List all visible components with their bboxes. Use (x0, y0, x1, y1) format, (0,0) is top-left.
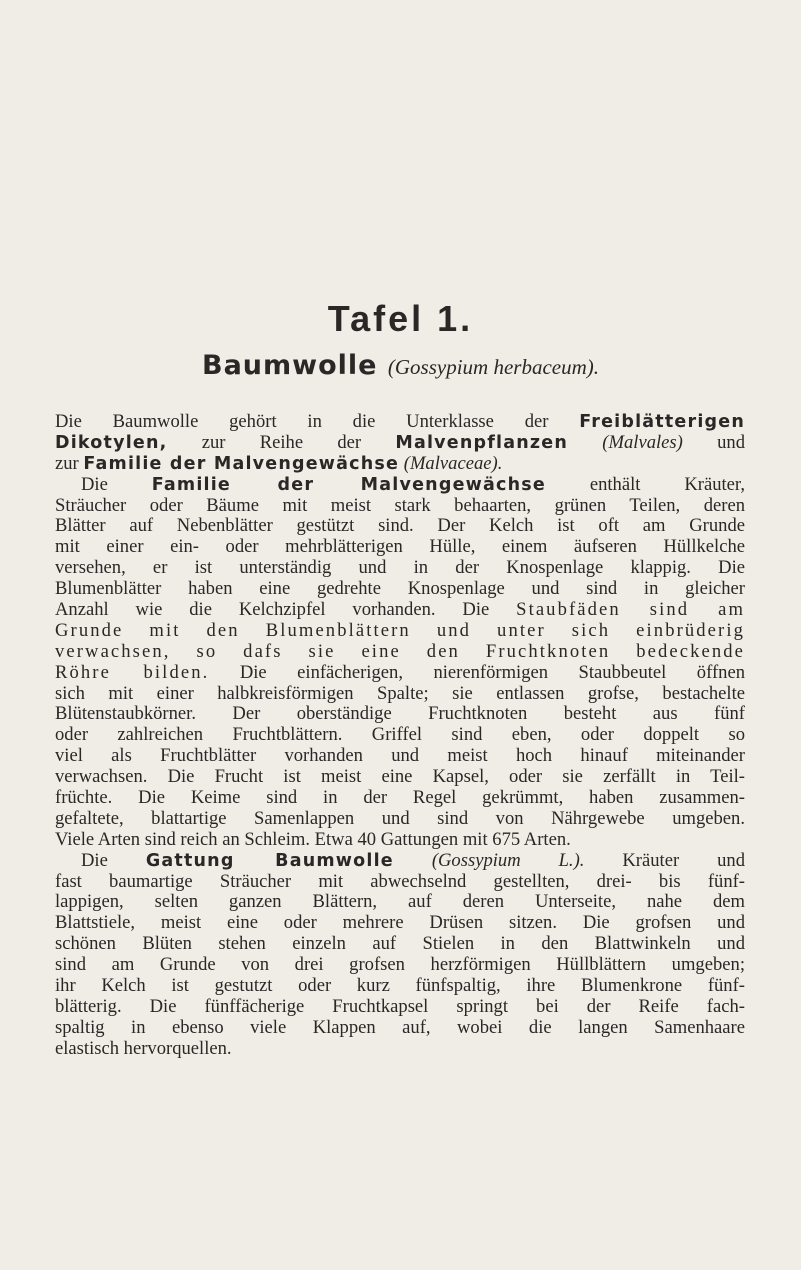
text-segment: Blattstiele, meist eine oder mehrere Drüsen sitzen. Die grofsen und (55, 912, 745, 934)
text-segment: elastisch hervorquellen. (55, 1037, 232, 1059)
text-line (55, 976, 745, 997)
text-line (55, 621, 745, 642)
text-segment: Kräuter und (584, 849, 745, 871)
text-line (55, 892, 745, 913)
text-line (55, 684, 745, 705)
text-segment: Blütenstaubkörner. Der oberständige Fruchtknoten besteht aus fünf (55, 703, 745, 725)
spaced-term: Malvenpflanzen (395, 432, 569, 453)
text-line (55, 475, 745, 496)
text-segment: Die (81, 473, 152, 495)
text-segment (568, 432, 602, 453)
text-segment: viel als Fruchtblätter vorhanden und meist hoch hinauf miteinander (55, 745, 745, 767)
subtitle-main: Baumwolle (201, 350, 378, 381)
text-line (55, 872, 745, 893)
page-subtitle (0, 350, 801, 381)
text-line (55, 704, 745, 725)
text-line (55, 788, 745, 809)
text-segment: fast baumartige Sträucher mit abwechselnd gestellten, drei- bis fünf- (55, 870, 745, 892)
text-segment: Staubfäden sind am (516, 599, 746, 621)
latin-name: (Malvales) (602, 431, 683, 453)
latin-name: (Gossypium L.). (431, 849, 585, 871)
text-line (55, 1039, 745, 1060)
text-segment: Die Baumwolle gehört in die Unterklasse der (55, 411, 580, 432)
spaced-term: Freiblätterigen (579, 412, 745, 432)
text-segment: Die (81, 849, 146, 871)
text-segment: blätterig. Die fünffächerige Fruchtkapsel springt bei der Reife fach- (55, 995, 745, 1017)
spaced-term: Gattung Baumwolle (145, 850, 394, 871)
text-segment: verwachsen. Die Frucht ist meist eine Kapsel, oder sie zerfällt in Teil- (55, 766, 745, 788)
text-segment: Grunde mit den Blumenblättern und unter sich einbrüderig (55, 619, 745, 641)
text-line (55, 830, 745, 851)
text-segment: gefaltete, blattartige Samenlappen und sind von Nährgewebe umgeben. (55, 807, 745, 829)
text-line (55, 767, 745, 788)
text-line (55, 516, 745, 537)
text-line (55, 1018, 745, 1039)
text-segment: verwachsen, so dafs sie eine den Fruchtknoten bedeckende (55, 640, 745, 662)
text-segment: mit einer ein- oder mehrblätterigen Hülle, einem äufseren Hüllkelche (55, 536, 745, 558)
text-line (55, 663, 745, 684)
text-line (55, 934, 745, 955)
text-segment: ihr Kelch ist gestutzt oder kurz fünfspaltig, ihre Blumenkrone fünf- (55, 975, 745, 997)
text-line (55, 600, 745, 621)
text-line (55, 412, 745, 433)
text-segment: Sträucher oder Bäume mit meist stark behaarten, grünen Teilen, deren (55, 494, 745, 516)
text-segment: Röhre bilden. (55, 661, 210, 683)
text-line (55, 454, 745, 475)
page-title: Tafel 1. (327, 298, 474, 339)
text-line (55, 725, 745, 746)
text-line (55, 955, 745, 976)
spaced-term: Familie der Malvengewächse (83, 453, 400, 474)
text-segment: schönen Blüten stehen einzeln auf Stielen in den Blattwinkeln und (55, 933, 745, 955)
text-line (55, 496, 745, 517)
text-segment: Blumenblätter haben eine gedrehte Knospenlage und sind in gleicher (55, 578, 745, 600)
text-line (55, 913, 745, 934)
text-segment: lappigen, selten ganzen Blättern, auf deren Unterseite, nahe dem (55, 891, 745, 913)
text-line (55, 433, 745, 454)
spaced-term: Familie der Malvengewächse (151, 474, 546, 495)
text-segment: und (682, 431, 745, 453)
text-segment: enthält Kräuter, (545, 473, 746, 495)
text-line (55, 809, 745, 830)
text-segment: versehen, er ist unterständig und in der Knospenlage klappig. Die (55, 557, 745, 579)
text-segment: sich mit einer halbkreisförmigen Spalte; sie entlassen grofse, bestachelte (55, 682, 745, 704)
text-line (55, 997, 745, 1018)
latin-name: (Malvaceae). (403, 452, 503, 474)
text-segment: zur (55, 452, 84, 474)
text-line (55, 746, 745, 767)
text-line (55, 851, 745, 872)
text-segment: Die einfächerigen, nierenförmigen Staubbeutel öffnen (209, 661, 745, 683)
text-segment: oder zahlreichen Fruchtblättern. Griffel sind eben, oder doppelt so (55, 724, 745, 746)
text-line (55, 537, 745, 558)
text-line (55, 558, 745, 579)
text-segment: zur Reihe der (167, 431, 396, 453)
body-text (55, 412, 745, 1060)
text-line (55, 642, 745, 663)
text-segment: Blätter auf Nebenblätter gestützt sind. Der Kelch ist oft am Grunde (55, 515, 745, 537)
text-segment: spaltig in ebenso viele Klappen auf, wobei die langen Samenhaare (55, 1016, 745, 1038)
text-segment: früchte. Die Keime sind in der Regel gekrümmt, haben zusammen- (55, 787, 745, 809)
text-segment: Anzahl wie die Kelchzipfel vorhanden. Die (55, 599, 517, 621)
text-segment: Viele Arten sind reich an Schleim. Etwa 40 Gattungen mit 675 Arten. (55, 828, 571, 850)
text-line (55, 579, 745, 600)
text-segment (394, 850, 432, 871)
subtitle-latin: (Gossypium herbaceum). (387, 355, 599, 379)
text-segment: sind am Grunde von drei grofsen herzförmigen Hüllblättern umgeben; (55, 954, 745, 976)
spaced-term: Dikotylen, (55, 432, 168, 453)
